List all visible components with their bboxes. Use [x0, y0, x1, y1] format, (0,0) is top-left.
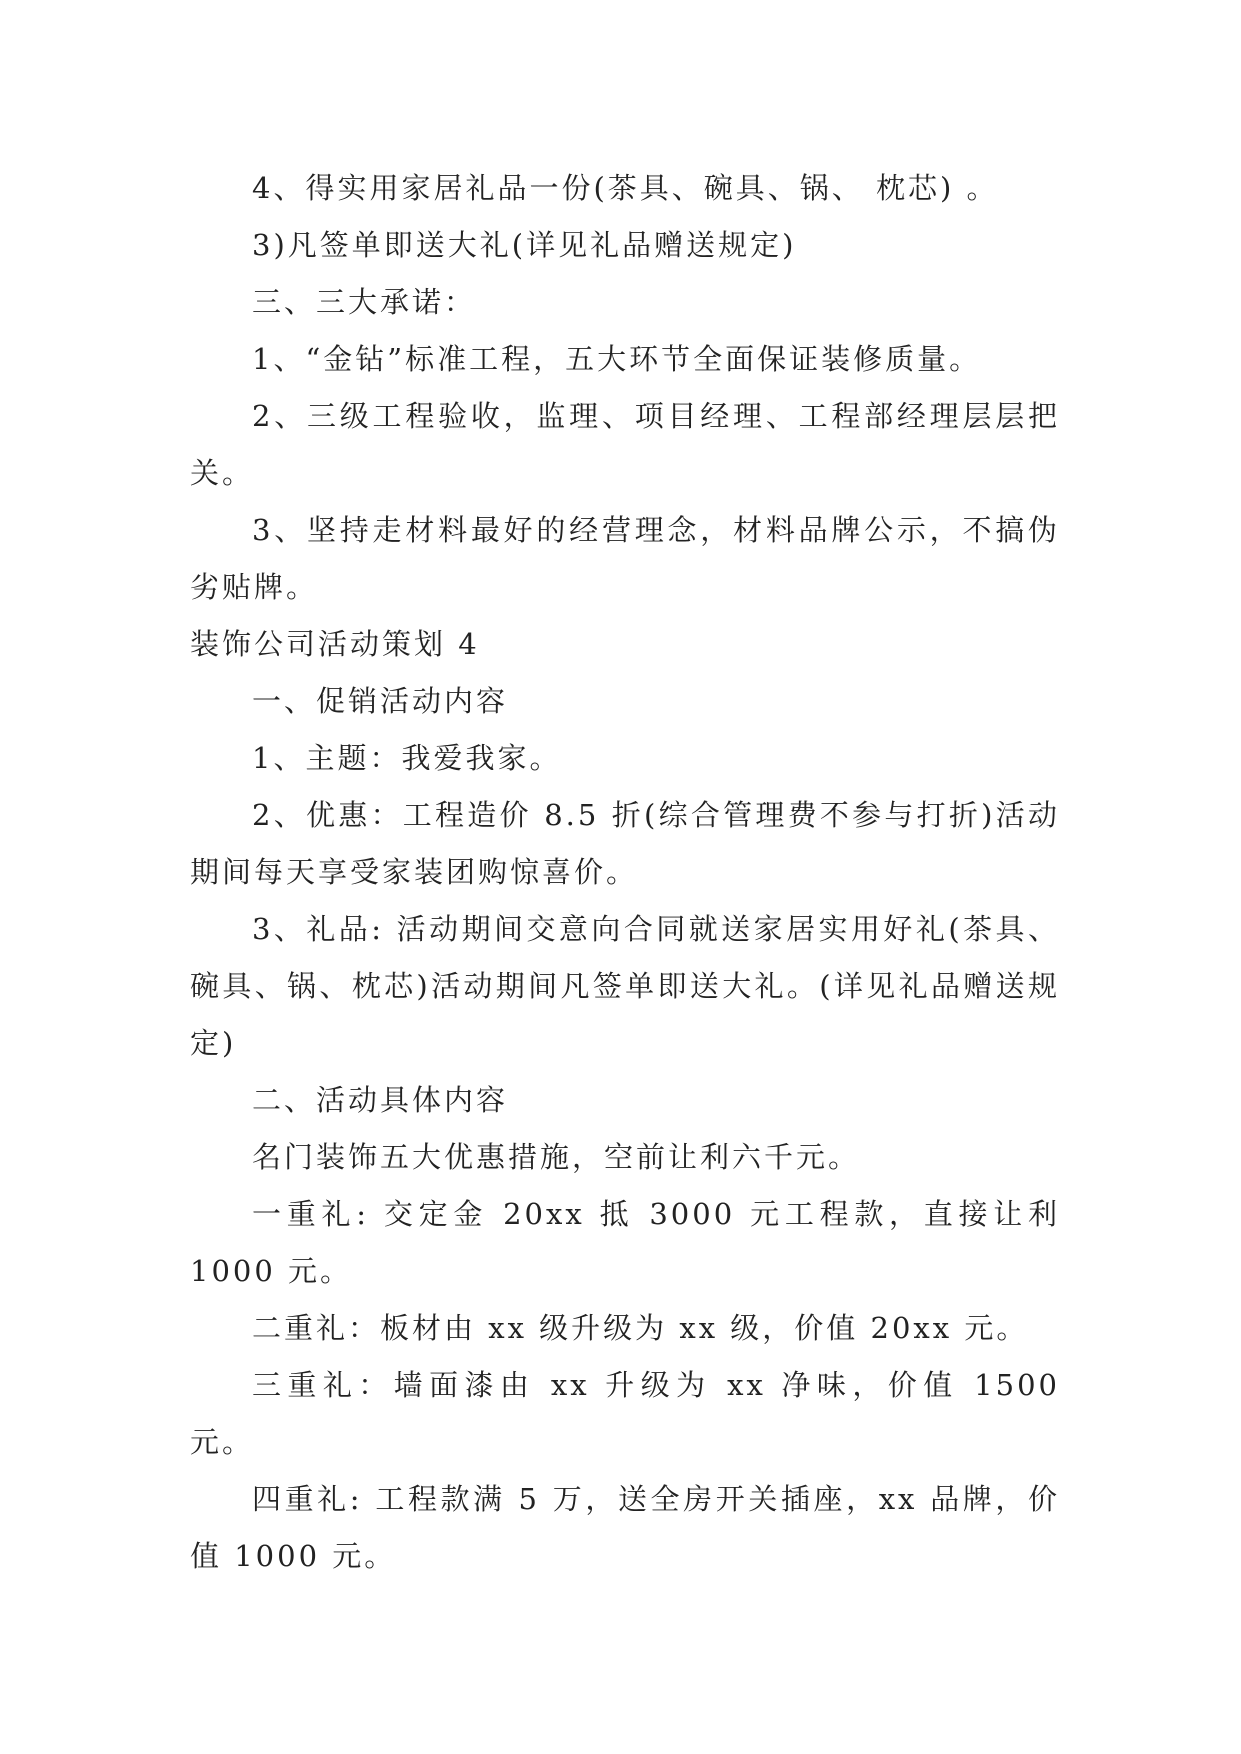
paragraph-offer-2: 二重礼：板材由 xx 级升级为 xx 级，价值 20xx 元。 — [252, 1311, 1029, 1345]
paragraph-discount: 2、优惠：工程造价 8.5 折(综合管理费不参与打折)活动期间每天享受家装团购惊喜价。 — [190, 798, 1060, 889]
paragraph-five-offers: 名门装饰五大优惠措施，空前让利六千元。 — [252, 1140, 861, 1174]
paragraph-three-promises-heading: 三、三大承诺： — [252, 285, 477, 319]
paragraph-gifts: 3、礼品: 活动期间交意向合同就送家居实用好礼(茶具、碗具、锅、枕芯)活动期间凡签单即送大礼。(详见礼品赠送规定) — [190, 912, 1060, 1060]
paragraph-gift-item-4: 4、得实用家居礼品一份(茶具、碗具、锅、 枕芯) 。 — [252, 171, 999, 205]
paragraph-promise-1: 1、“金钻”标准工程，五大环节全面保证装修质量。 — [252, 342, 982, 376]
paragraph-promo-content-heading: 一、促销活动内容 — [252, 684, 509, 718]
paragraph-activity-details-heading: 二、活动具体内容 — [252, 1083, 509, 1117]
document-body — [190, 160, 1060, 1585]
paragraph-promise-2: 2、三级工程验收，监理、项目经理、工程部经理层层把关。 — [190, 399, 1060, 490]
paragraph-offer-3: 三重礼：墙面漆由 xx 升级为 xx 净味，价值 1500 元。 — [190, 1368, 1060, 1459]
paragraph-signing-gift: 3)凡签单即送大礼(详见礼品赠送规定) — [252, 228, 797, 262]
paragraph-theme: 1、主题：我爱我家。 — [252, 741, 562, 775]
section-heading: 装饰公司活动策划 4 — [190, 627, 480, 661]
paragraph-promise-3: 3、坚持走材料最好的经营理念，材料品牌公示，不搞伪劣贴牌。 — [190, 513, 1060, 604]
paragraph-offer-4: 四重礼: 工程款满 5 万，送全房开关插座，xx 品牌，价值 1000 元。 — [190, 1482, 1060, 1573]
paragraph-offer-1: 一重礼: 交定金 20xx 抵 3000 元工程款，直接让利 1000 元。 — [190, 1197, 1060, 1288]
